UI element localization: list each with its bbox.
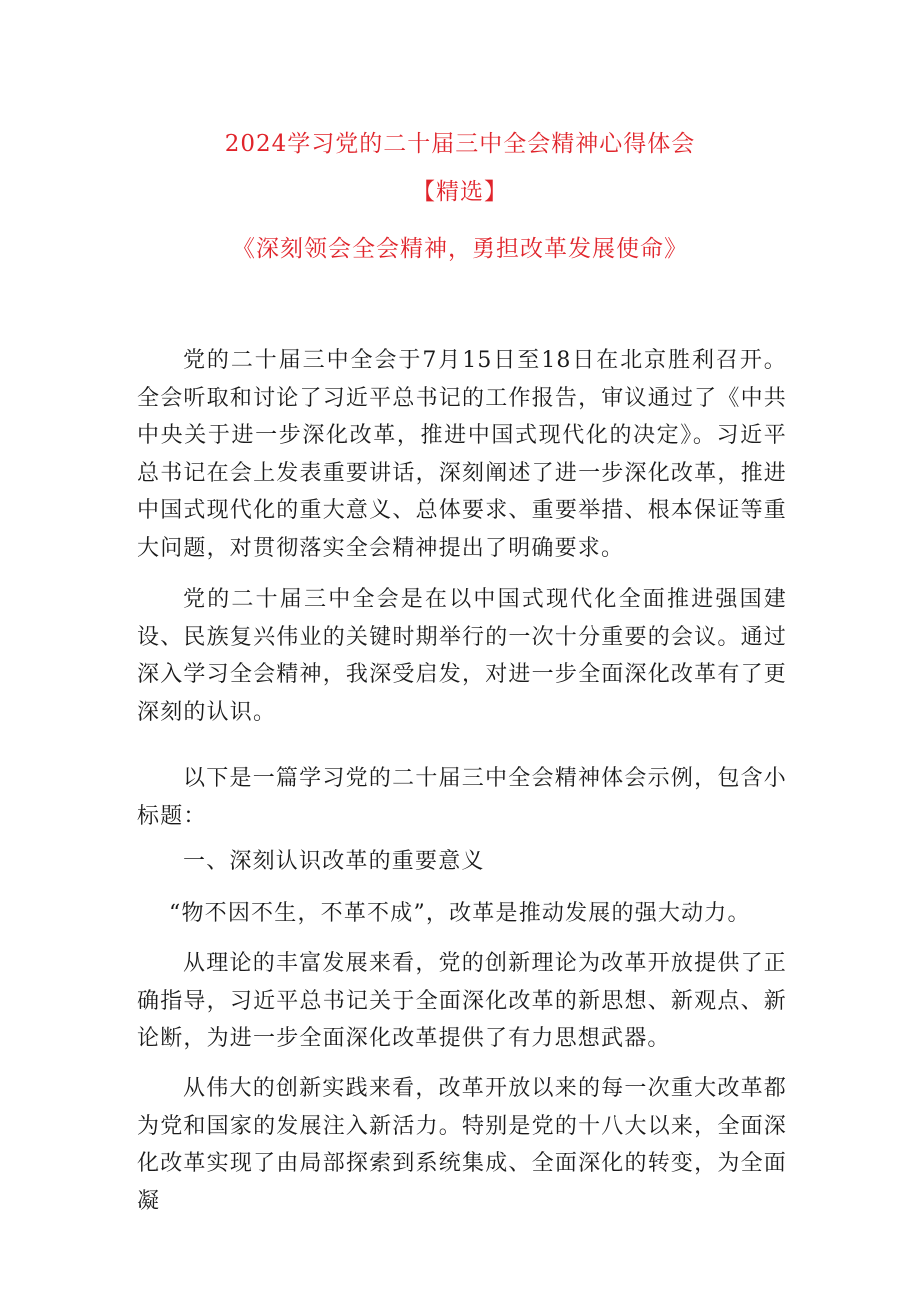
section-heading-1: 一、深刻认识改革的重要意义 [183,849,485,874]
paragraph-practice: 从伟大的创新实践来看，改革开放以来的每一次重大改革都为党和国家的发展注入新活力。特别是党的十八大以来，全面深化改革实现了由局部探索到系统集成、全面深化的转变，为全面凝 [137,1076,787,1214]
document-subtitle: 《深刻领会全会精神，勇担改革发展使命》 [232,236,688,262]
document-tag: 【精选】 [412,179,508,205]
paragraph-intro: 党的二十届三中全会于7月15日至18日在北京胜利召开。全会听取和讨论了习近平总书记的工作报告，审议通过了《中共中央关于进一步深化改革，推进中国式现代化的决定》。习近平总书记在会上发表重要讲话，深刻阐述了进一步深化改革，推进中国式现代化的重大意义、总体要求、重要举措、根本保证等重大问题，对贯彻落实全会精神提出了明确要求。 [137,348,787,561]
paragraph-significance: 党的二十届三中全会是在以中国式现代化全面推进强国建设、民族复兴伟业的关键时期举行的一次十分重要的会议。通过深入学习全会精神，我深受启发，对进一步全面深化改革有了更深刻的认识。 [137,587,787,725]
document-title: 2024学习党的二十届三中全会精神心得体会 [224,131,696,157]
paragraph-theory: 从理论的丰富发展来看，党的创新理论为改革开放提供了正确指导，习近平总书记关于全面深化改革的新思想、新观点、新论断，为进一步全面深化改革提供了有力思想武器。 [137,951,787,1051]
paragraph-quote: “物不因不生，不革不成”，改革是推动发展的强大动力。 [169,901,751,926]
paragraph-example-note: 以下是一篇学习党的二十届三中全会精神体会示例，包含小标题： [137,766,787,829]
